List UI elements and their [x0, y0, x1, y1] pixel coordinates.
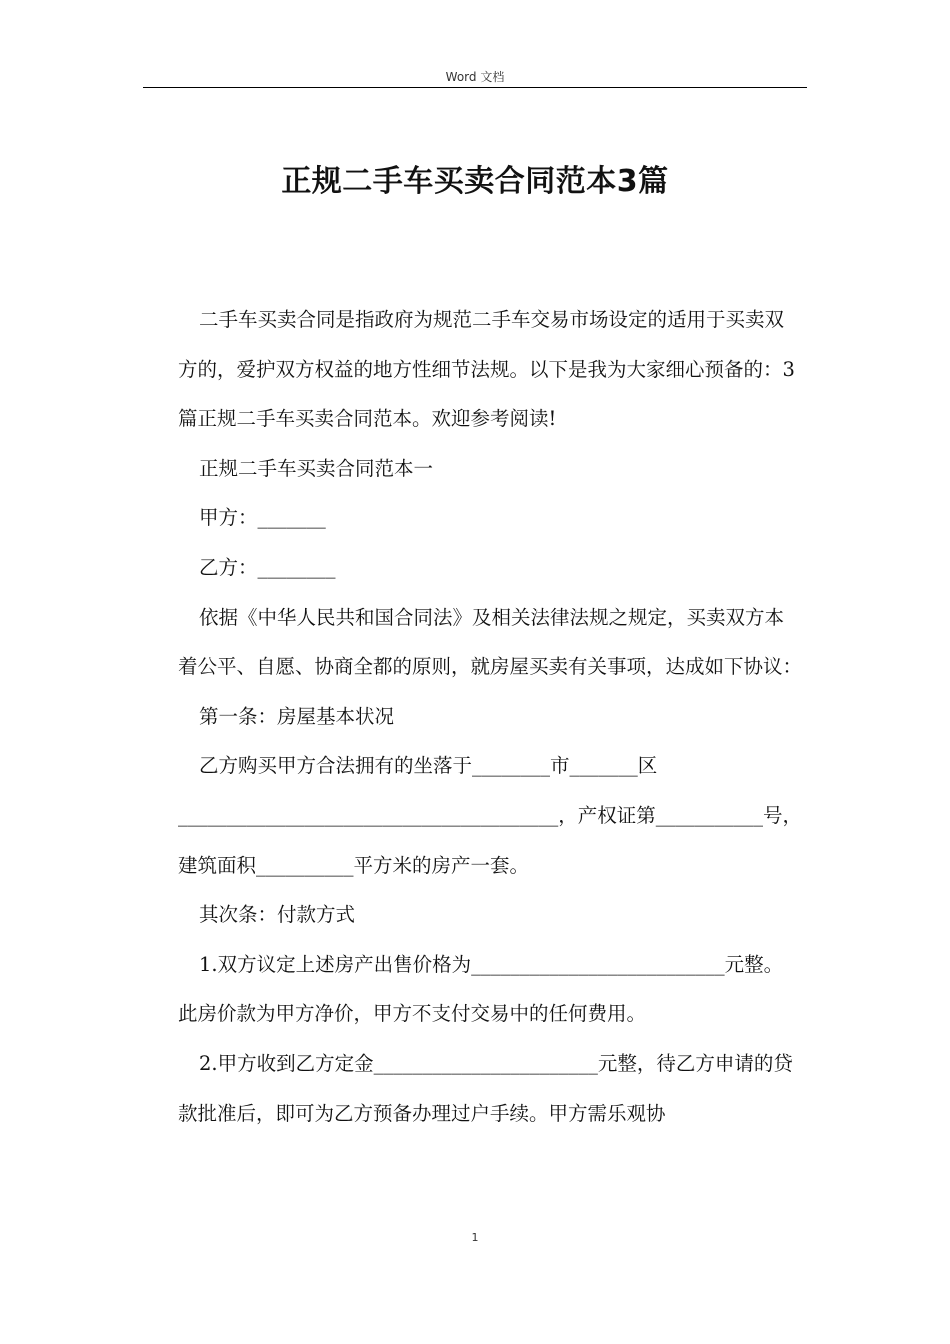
header-rule — [143, 87, 807, 88]
property-paragraph: 乙方购买甲方合法拥有的坐落于________市_______区_______________________________________，产权证第___________号，建筑面积__________平方米的房产一套。 — [178, 754, 803, 877]
article-heading: 其次条：付款方式 — [199, 903, 356, 927]
intro-paragraph: 二手车买卖合同是指政府为规范二手车交易市场设定的适用于买卖双方的，爱护双方权益的地方性细节法规。以下是我为大家细心预备的：3篇正规二手车买卖合同范本。欢迎参考阅读! — [178, 308, 795, 431]
party-a-line: 甲方：_______ — [199, 506, 326, 530]
page-header: Word 文档 — [445, 70, 505, 84]
payment-clause: 2.甲方收到乙方定金_______________________元整，待乙方申请的贷款批准后，即可为乙方预备办理过户手续。甲方需乐观协 — [178, 1051, 793, 1125]
document-title: 正规二手车买卖合同范本3篇 — [281, 164, 669, 199]
document-body — [178, 295, 802, 1138]
legal-basis-paragraph: 依据《中华人民共和国合同法》及相关法律法规之规定，买卖双方本着公平、自愿、协商全都的原则，就房屋买卖有关事项，达成如下协议： — [178, 605, 803, 679]
payment-clause: 1.双方议定上述房产出售价格为__________________________元整。此房价款为甲方净价，甲方不支付交易中的任何费用。 — [178, 952, 784, 1026]
party-b-line: 乙方：________ — [199, 555, 336, 579]
article-heading: 第一条：房屋基本状况 — [199, 704, 395, 728]
page-number: 1 — [471, 1231, 479, 1244]
section-heading: 正规二手车买卖合同范本一 — [199, 456, 434, 480]
